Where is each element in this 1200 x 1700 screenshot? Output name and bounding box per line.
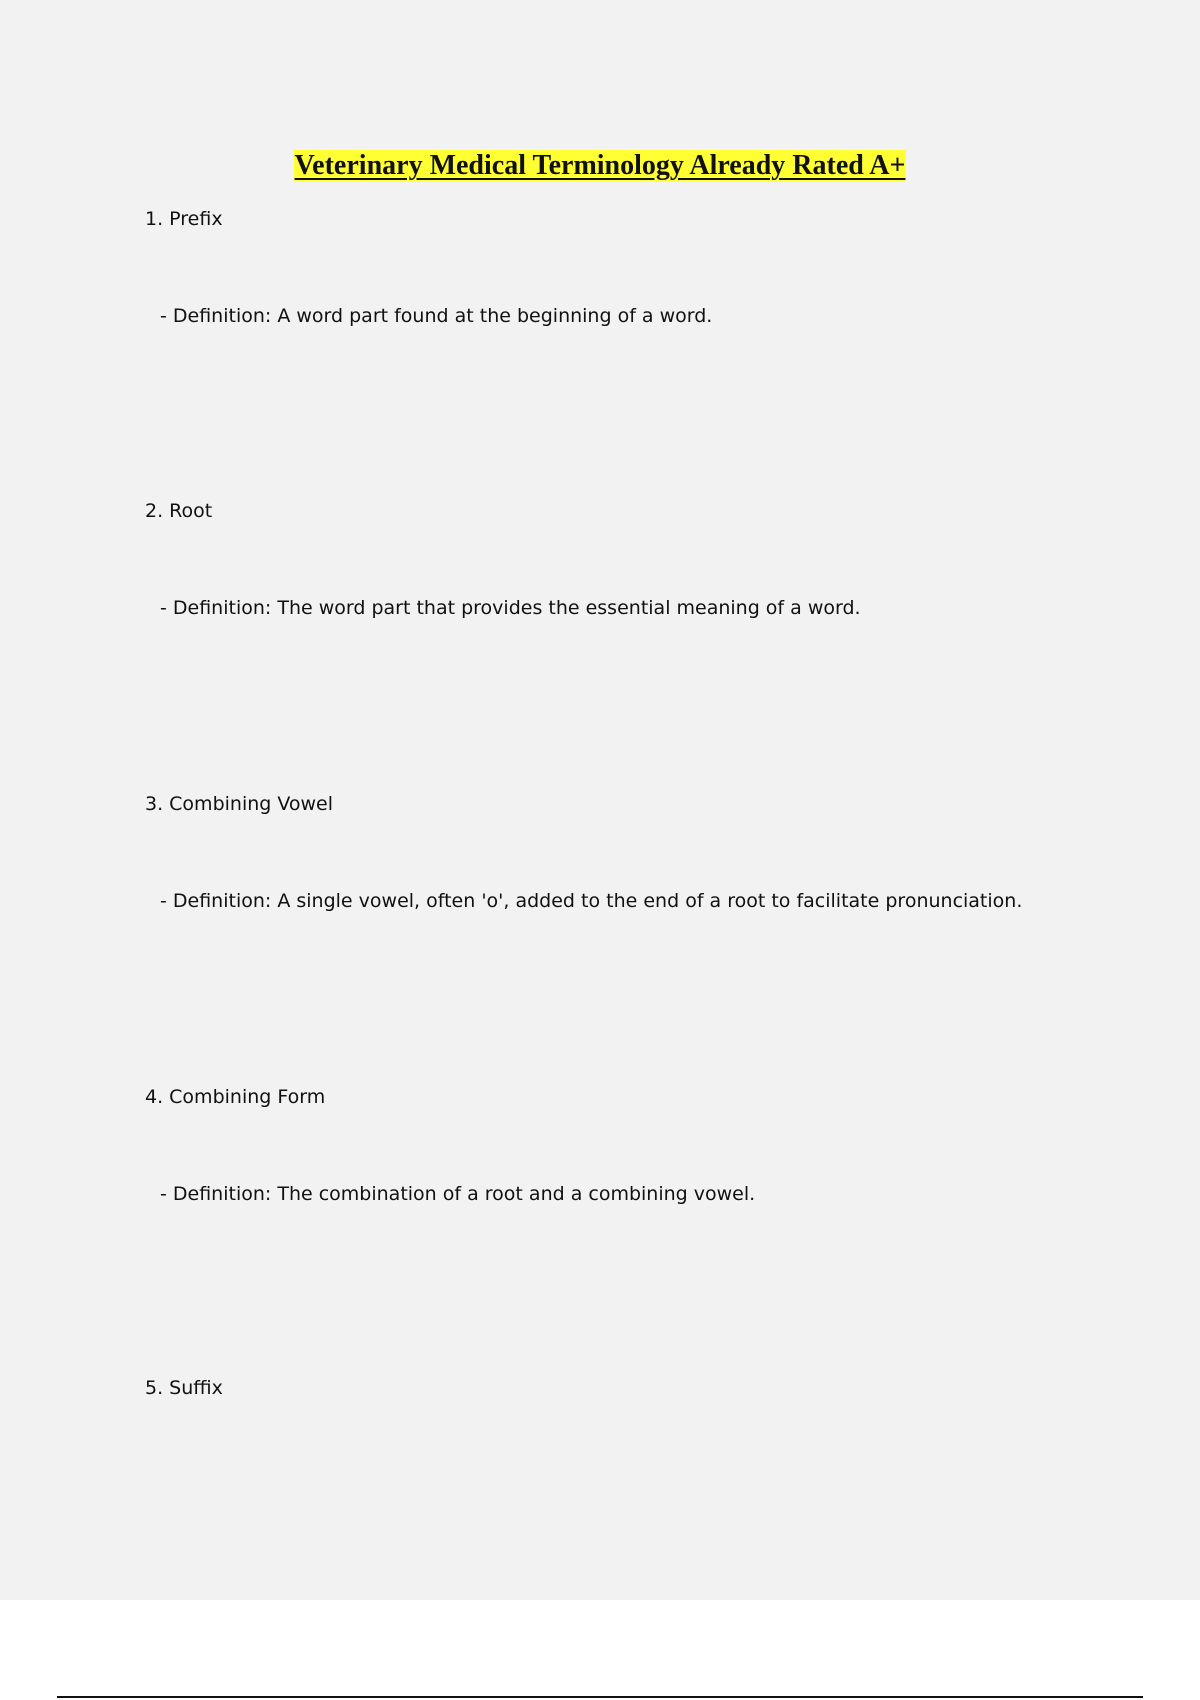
page-divider bbox=[57, 1696, 1143, 1698]
definition-root: - Definition: The word part that provides the essential meaning of a word. bbox=[160, 597, 861, 619]
term-suffix: 5. Suffix bbox=[145, 1377, 223, 1399]
term-combining-vowel: 3. Combining Vowel bbox=[145, 793, 334, 815]
definition-combining-form: - Definition: The combination of a root and a combining vowel. bbox=[160, 1183, 756, 1205]
document-title-text: Veterinary Medical Terminology Already Rated A+ bbox=[294, 150, 906, 181]
definition-prefix: - Definition: A word part found at the beginning of a word. bbox=[160, 305, 713, 327]
document-title bbox=[0, 144, 1200, 182]
term-prefix: 1. Prefix bbox=[145, 208, 223, 230]
term-combining-form: 4. Combining Form bbox=[145, 1086, 326, 1108]
term-root: 2. Root bbox=[145, 500, 213, 522]
definition-combining-vowel: - Definition: A single vowel, often 'o', added to the end of a root to facilitate pronunciation. bbox=[160, 890, 1023, 912]
